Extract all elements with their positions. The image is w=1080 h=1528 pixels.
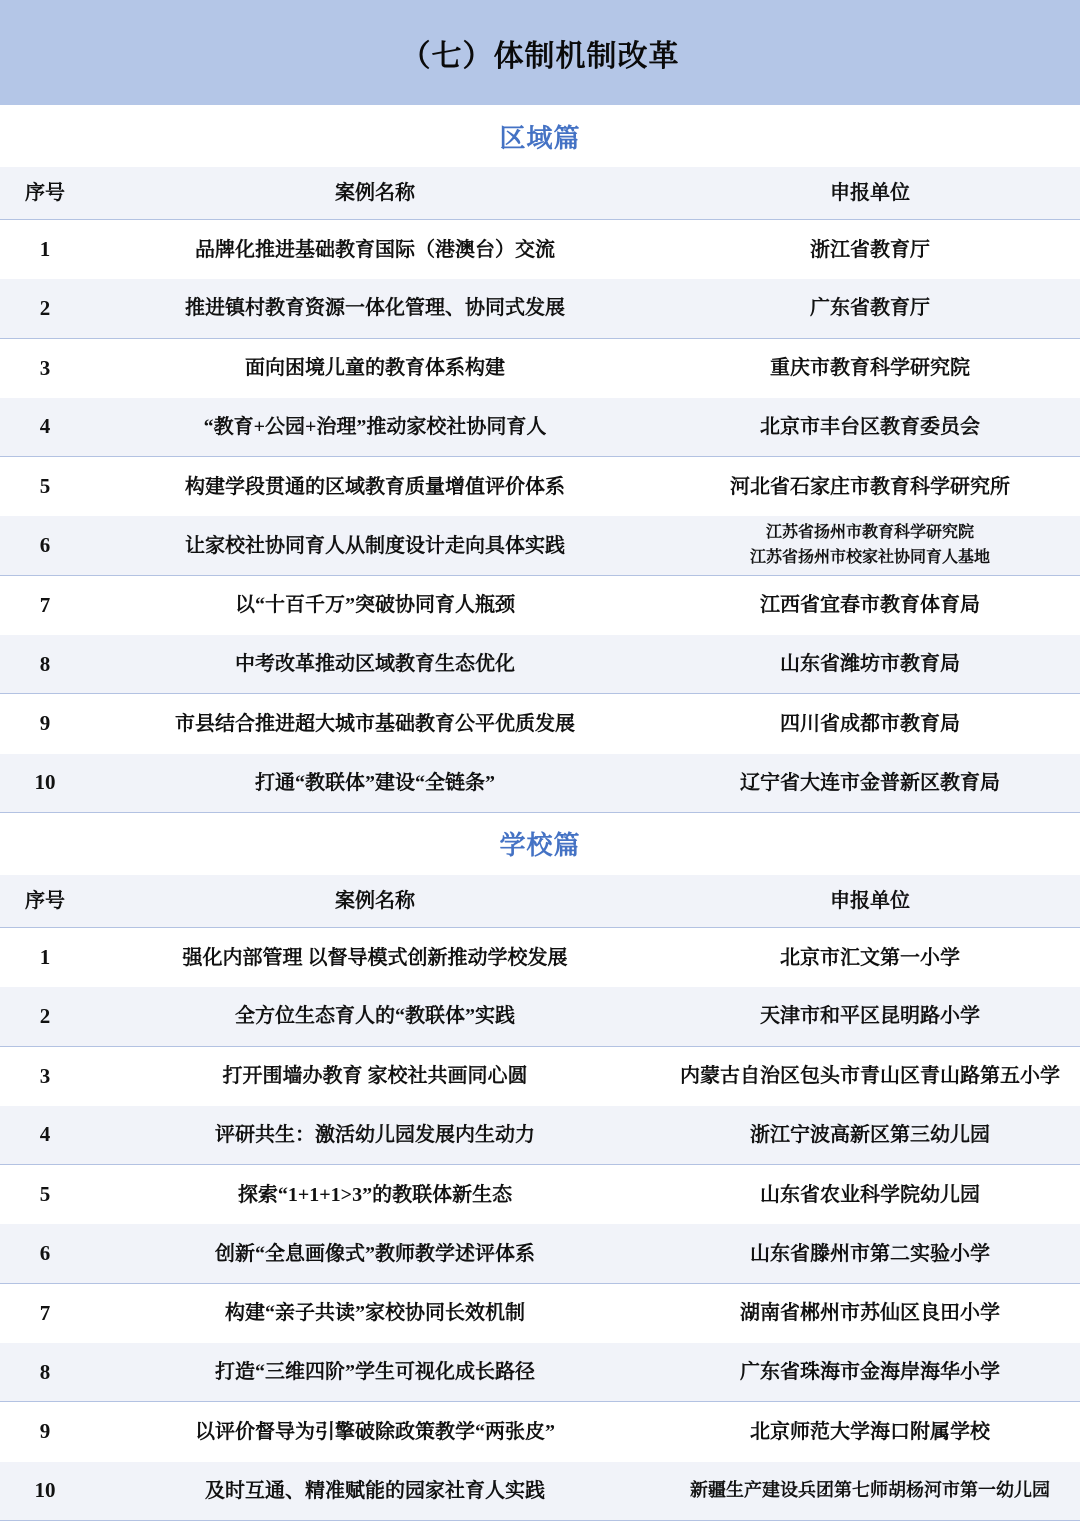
reporting-unit: 内蒙古自治区包头市青山区青山路第五小学 xyxy=(680,1065,1060,1088)
row-number: 4 xyxy=(39,414,51,439)
page-header-banner xyxy=(0,0,1080,105)
section-region xyxy=(0,105,1080,167)
reporting-unit: 重庆市教育科学研究院 xyxy=(770,357,970,380)
table-row xyxy=(0,516,1080,575)
row-number: 10 xyxy=(34,1478,56,1503)
table-row xyxy=(0,1462,1080,1521)
reporting-unit: 山东省潍坊市教育局 xyxy=(780,653,960,676)
table-row xyxy=(0,339,1080,398)
column-header-no: 序号 xyxy=(25,889,65,912)
table-row xyxy=(0,576,1080,635)
row-number: 6 xyxy=(39,1240,51,1265)
row-number: 6 xyxy=(39,532,51,557)
row-number: 3 xyxy=(39,355,51,380)
reporting-unit: 新疆生产建设兵团第七师胡杨河市第一幼儿园 xyxy=(690,1480,1050,1501)
reporting-unit-line-2: 江苏省扬州市校家社协同育人基地 xyxy=(749,548,990,566)
column-header-case: 案例名称 xyxy=(335,182,415,204)
case-name: 品牌化推进基础教育国际（港澳台）交流 xyxy=(195,238,555,261)
row-number: 7 xyxy=(39,592,51,617)
reporting-unit: 山东省农业科学院幼儿园 xyxy=(760,1183,980,1206)
row-number: 8 xyxy=(39,1359,51,1384)
row-number: 8 xyxy=(39,651,51,676)
case-name: 探索“1+1+1>3”的教联体新生态 xyxy=(237,1183,513,1206)
table-row xyxy=(0,398,1080,457)
section-school xyxy=(0,813,1080,875)
table-row xyxy=(0,1224,1080,1283)
case-name: 让家校社协同育人从制度设计走向具体实践 xyxy=(185,534,565,557)
reporting-unit xyxy=(660,521,1080,571)
column-header-unit: 申报单位 xyxy=(830,889,910,912)
table-row xyxy=(0,1402,1080,1461)
reporting-unit: 河北省石家庄市教育科学研究所 xyxy=(730,475,1010,498)
case-name: 全方位生态育人的“教联体”实践 xyxy=(235,1005,515,1028)
case-name: 及时互通、精准赋能的园家社育人实践 xyxy=(205,1479,545,1502)
case-name: 构建“亲子共读”家校协同长效机制 xyxy=(225,1302,525,1325)
row-number: 9 xyxy=(39,711,51,736)
reporting-unit: 天津市和平区昆明路小学 xyxy=(760,1005,980,1028)
row-number: 7 xyxy=(39,1300,51,1325)
page-title: （七）体制机制改革 xyxy=(400,39,680,73)
case-name: 构建学段贯通的区域教育质量增值评价体系 xyxy=(185,475,565,498)
table-row xyxy=(0,928,1080,987)
table-header-row xyxy=(0,167,1080,220)
table-row xyxy=(0,1106,1080,1165)
reporting-unit: 辽宁省大连市金普新区教育局 xyxy=(740,771,1000,794)
table-row xyxy=(0,279,1080,338)
reporting-unit: 江西省宜春市教育体育局 xyxy=(760,594,980,617)
section-title-school: 学校篇 xyxy=(499,831,581,861)
row-number: 5 xyxy=(39,1182,51,1207)
table-row xyxy=(0,987,1080,1046)
row-number: 10 xyxy=(34,770,56,795)
row-number: 5 xyxy=(39,474,51,499)
reporting-unit-line-1: 江苏省扬州市教育科学研究院 xyxy=(765,523,974,541)
table-row xyxy=(0,754,1080,813)
reporting-unit: 浙江宁波高新区第三幼儿园 xyxy=(750,1124,990,1146)
table-row xyxy=(0,694,1080,753)
row-number: 4 xyxy=(39,1122,51,1147)
row-number: 1 xyxy=(39,944,51,969)
table-row xyxy=(0,457,1080,516)
case-name: 评研共生：激活幼儿园发展内生动力 xyxy=(215,1124,535,1146)
column-header-case: 案例名称 xyxy=(335,889,415,912)
reporting-unit: 北京师范大学海口附属学校 xyxy=(750,1420,990,1443)
table-row xyxy=(0,1047,1080,1106)
reporting-unit: 山东省滕州市第二实验小学 xyxy=(750,1242,990,1265)
table-row xyxy=(0,1284,1080,1343)
row-number: 3 xyxy=(39,1063,51,1088)
case-name: 中考改革推动区域教育生态优化 xyxy=(235,653,515,676)
section-title-region: 区域篇 xyxy=(499,123,581,153)
case-name: 以评价督导为引擎破除政策教学“两张皮” xyxy=(195,1420,555,1443)
table-row xyxy=(0,1343,1080,1402)
table-row xyxy=(0,220,1080,279)
table-header-row xyxy=(0,875,1080,928)
row-number: 9 xyxy=(39,1419,51,1444)
table-row xyxy=(0,635,1080,694)
row-number: 2 xyxy=(39,295,51,320)
case-name: “教育+公园+治理”推动家校社协同育人 xyxy=(203,416,547,439)
table-row xyxy=(0,1165,1080,1224)
case-name: 以“十百千万”突破协同育人瓶颈 xyxy=(235,594,515,617)
case-name: 打开围墙办教育 家校社共画同心圆 xyxy=(222,1065,528,1088)
case-name: 推进镇村教育资源一体化管理、协同式发展 xyxy=(185,297,565,320)
reporting-unit: 北京市丰台区教育委员会 xyxy=(760,416,980,439)
reporting-unit: 四川省成都市教育局 xyxy=(780,713,960,736)
case-name: 打造“三维四阶”学生可视化成长路径 xyxy=(215,1361,535,1384)
column-header-unit: 申报单位 xyxy=(830,182,910,204)
reporting-unit: 浙江省教育厅 xyxy=(810,238,930,261)
row-number: 2 xyxy=(39,1003,51,1028)
row-number: 1 xyxy=(39,237,51,261)
column-header-no: 序号 xyxy=(25,182,65,204)
reporting-unit: 北京市汇文第一小学 xyxy=(780,946,960,969)
reporting-unit: 广东省珠海市金海岸海华小学 xyxy=(740,1361,1000,1384)
case-name: 强化内部管理 以督导模式创新推动学校发展 xyxy=(182,946,568,969)
case-name: 面向困境儿童的教育体系构建 xyxy=(245,357,505,380)
case-name: 市县结合推进超大城市基础教育公平优质发展 xyxy=(175,713,575,736)
case-name: 创新“全息画像式”教师教学述评体系 xyxy=(215,1242,535,1265)
case-name: 打通“教联体”建设“全链条” xyxy=(255,771,495,794)
reporting-unit: 广东省教育厅 xyxy=(810,297,930,320)
school-table xyxy=(0,875,1080,1521)
region-table xyxy=(0,167,1080,813)
reporting-unit: 湖南省郴州市苏仙区良田小学 xyxy=(740,1302,1000,1325)
